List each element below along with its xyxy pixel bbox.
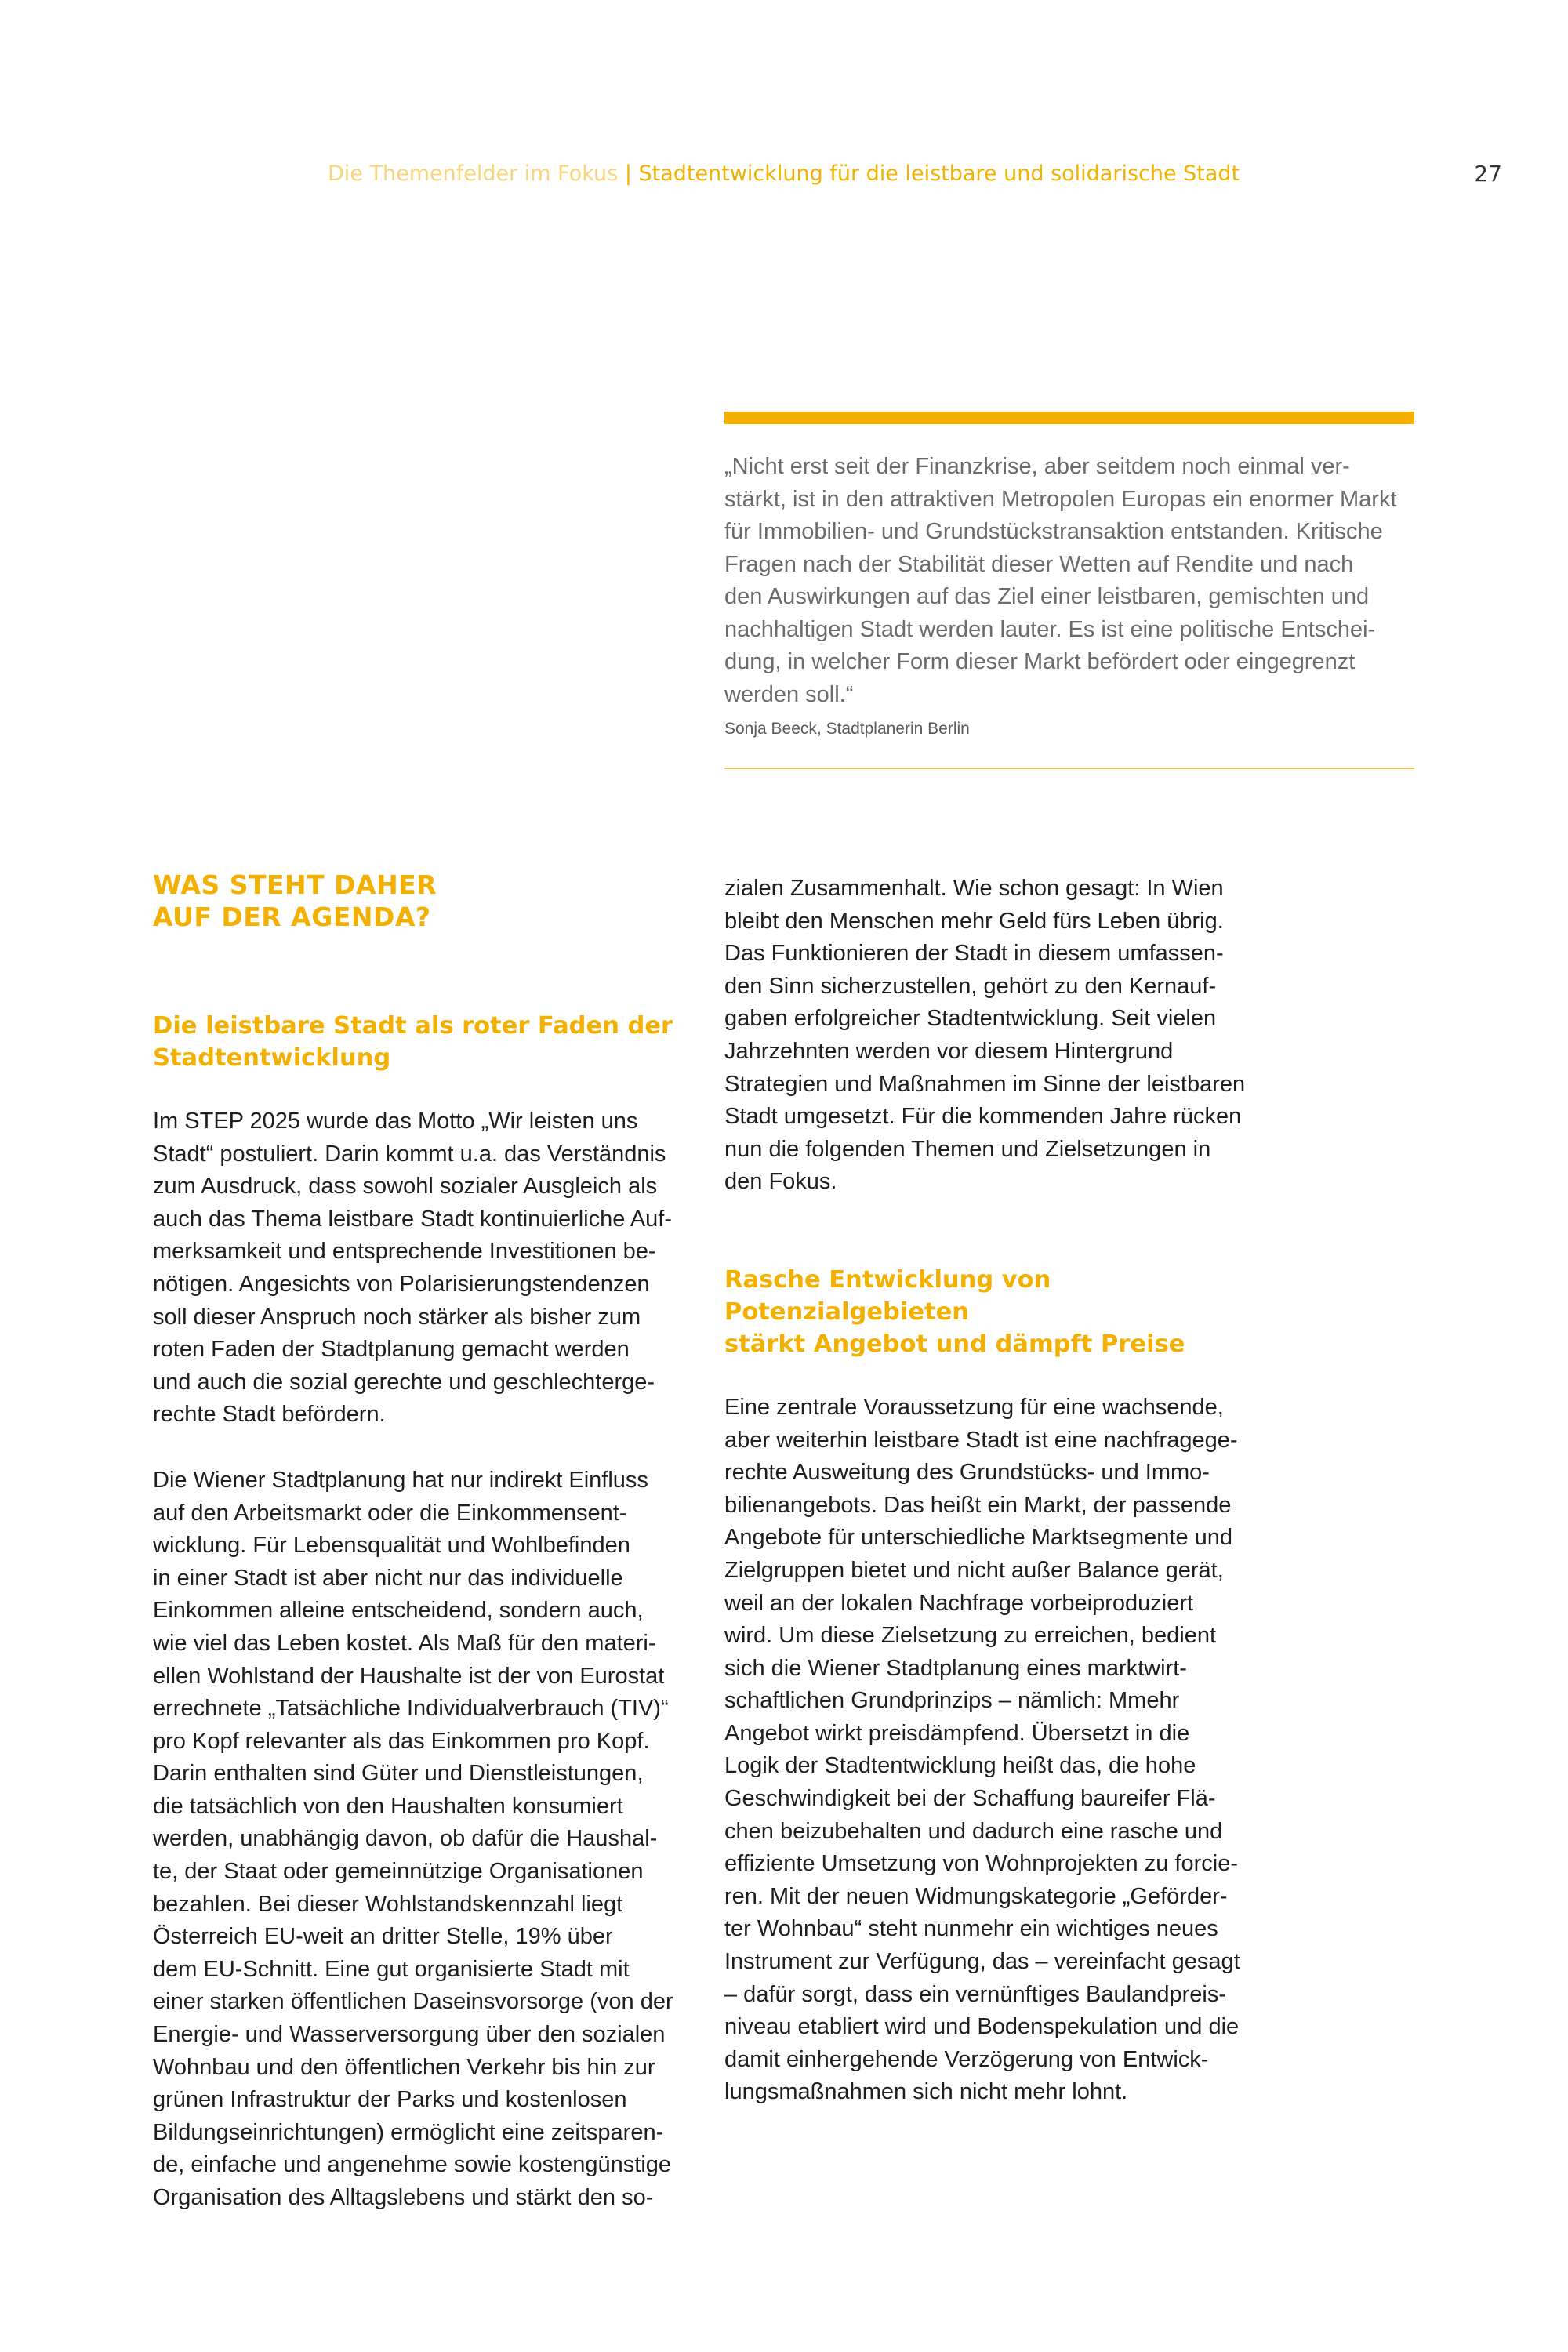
body-paragraph: Eine zentrale Voraussetzung für eine wachsende, aber weiterhin leistbare Stadt ist eine nachfragege- rechte Ausweitung des Grundstücks- und Immo- bilienangebots. Das heißt ein Markt, der passende Angebote für unterschiedliche Marktsegmente und Zielgruppen bietet und nicht außer Balance gerät, weil an der lokalen Nachfrage vorbeiproduziert wird. Um diese Zielsetzung zu erreichen, bedient sich die Wiener Stadtplanung eines marktwirt- schaftlichen Grundprinzips – nämlich: Mmehr Angebot wirkt preisdämpfend. Übersetzt in die Logik der Stadtentwicklung heißt das, die hohe Geschwindigkeit bei der Schaffung baureifer Flä- chen beizubehalten und dadurch eine rasche und effiziente Umsetzung von Wohnprojekten zu forcie- ren. Mit der neuen Widmungskategorie „Geförder- ter Wohnbau“ steht nunmehr ein wichtiges neues Instrument zur Verfügung, das – vereinfacht gesagt – dafür sorgt, dass ein vernünftiges Baulandpreis- niveau etabliert wird und Bodenspekulation und die damit einhergehende Verzögerung von Entwick- lungsmaßnahmen sich nicht mehr lohnt.	[724, 1394, 1240, 2105]
right-column	[724, 873, 1265, 2109]
body-paragraph: Die Wiener Stadtplanung hat nur indirekt Einfluss auf den Arbeitsmarkt oder die Einkommensent- wicklung. Für Lebensqualität und Wohlbefinden in einer Stadt ist aber nicht nur das individuelle Einkommen alleine entscheidend, sondern auch, wie viel das Leben kostet. Als Maß für den materi- ellen Wohlstand der Haushalte ist der von Eurostat errechnete „Tatsächliche Individualverbrauch (TIV)“ pro Kopf relevanter als das Einkommen pro Kopf. Darin enthalten sind Güter und Dienstleistungen, die tatsächlich von den Haushalten konsumiert werden, unabhängig davon, ob dafür die Haushal- te, der Staat oder gemeinnützige Organisationen bezahlen. Bei dieser Wohlstandskennzahl liegt Österreich EU-weit an dritter Stelle, 19% über dem EU-Schnitt. Eine gut organisierte Stadt mit einer starken öffentlichen Daseinsvorsorge (von der Energie- und Wasserversorgung über den sozialen Wohnbau und den öffentlichen Verkehr bis hin zur grünen Infrastruktur der Parks und kostenlosen Bildungseinrichtungen) ermöglicht eine zeitsparen- de, einfache und angenehme sowie kostengünstige Organisation des Alltagslebens und stärkt den so-	[153, 1467, 673, 2210]
section-subheading-potential-areas: Rasche Entwicklung von Potenzialgebieten stärkt Angebot und dämpft Preise	[724, 1265, 1185, 1358]
header-separator: |	[618, 162, 639, 186]
pull-quote-author: Sonja Beeck, Stadtplanerin Berlin	[724, 720, 970, 738]
section-subheading-affordable-city: Die leistbare Stadt als roter Faden der Stadtentwicklung	[153, 1012, 673, 1072]
body-paragraph: zialen Zusammenhalt. Wie schon gesagt: In Wien bleibt den Menschen mehr Geld fürs Leben übrig. Das Funktionieren der Stadt in diesem umfassen- den Sinn sicherzustellen, gehört zu den Kernauf- gaben erfolgreicher Stadtentwicklung. Seit vielen Jahrzehnten werden vor diesem Hintergrund Strategien und Maßnahmen im Sinne der leistbaren Stadt umgesetzt. Für die kommenden Jahre rücken nun die folgenden Themen und Zielsetzungen in den Fokus.	[724, 876, 1246, 1195]
header-section-title: Die Themenfelder im Fokus	[328, 162, 619, 186]
page-number: 27	[1474, 161, 1502, 187]
agenda-heading: WAS STEHT DAHER AUF DER AGENDA?	[153, 869, 437, 932]
header-chapter-title: Stadtentwicklung für die leistbare und solidarische Stadt	[638, 162, 1240, 186]
body-paragraph: Im STEP 2025 wurde das Motto „Wir leisten uns Stadt“ postuliert. Darin kommt u.a. das Verständnis zum Ausdruck, dass sowohl sozialer Ausgleich als auch das Thema leistbare Stadt kontinuierliche Auf- merksamkeit und entsprechende Investitionen be- nötigen. Angesichts von Polarisierungstendenzen soll dieser Anspruch noch stärker als bisher zum roten Faden der Stadtplanung gemacht werden und auch die sozial gerechte und geschlechterge- rechte Stadt befördern.	[153, 1109, 673, 1428]
pull-quote-text: „Nicht erst seit der Finanzkrise, aber seitdem noch einmal ver- stärkt, ist in den attraktiven Metropolen Europas ein enormer Markt für Immobilien- und Grundstückstransaktion entstanden. Kritische Fragen nach der Stabilität dieser Wetten auf Rendite und nach den Auswirkungen auf das Ziel einer leistbaren, gemischten und nachhaltigen Stadt werden lauter. Es ist eine politische Entschei- dung, in welcher Form dieser Markt befördert oder eingegrenzt werden soll.“	[724, 454, 1397, 707]
quote-accent-bar	[724, 412, 1414, 424]
running-header	[328, 160, 1269, 188]
quote-divider	[724, 768, 1414, 769]
left-column	[153, 869, 694, 2215]
